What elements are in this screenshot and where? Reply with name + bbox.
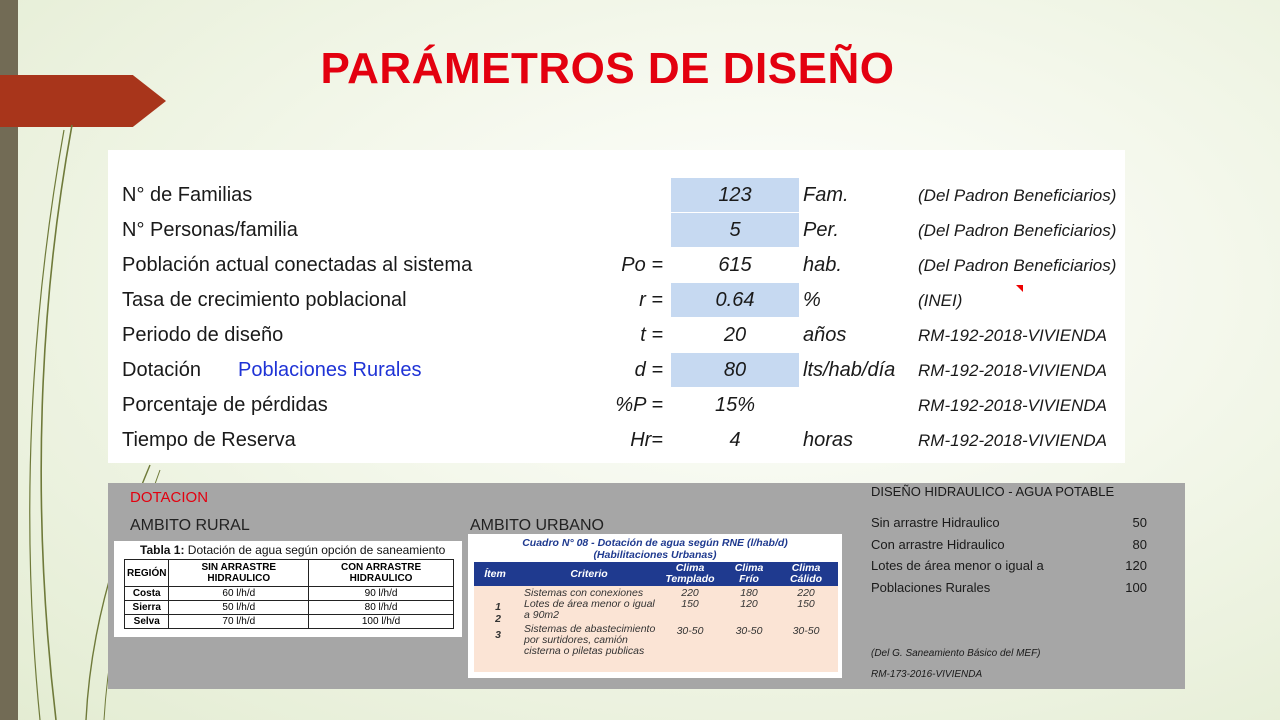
param-label: N° de Familias: [122, 184, 253, 206]
param-source: (Del Padron Beneficiarios): [918, 221, 1117, 240]
param-unit: horas: [803, 429, 854, 451]
param-label: Periodo de diseño: [122, 324, 284, 346]
table-cell: 220: [681, 587, 699, 599]
table-cell: 150: [797, 598, 815, 610]
table2-body: [474, 586, 838, 672]
param-value: 20: [723, 324, 747, 346]
table-cell: 1: [495, 601, 501, 613]
table-row: [125, 587, 454, 601]
design-row-value: 120: [1125, 558, 1147, 573]
table-header: Clima Cálido: [789, 562, 823, 585]
param-row: [108, 248, 1125, 283]
table-header: Ítem: [484, 568, 506, 580]
param-unit: %: [803, 289, 821, 311]
param-source: (Del Padron Beneficiarios): [918, 256, 1117, 275]
param-row: [108, 213, 1125, 248]
param-symbol: r =: [639, 289, 663, 311]
param-value: 4: [729, 429, 741, 451]
param-source: (Del Padron Beneficiarios): [918, 186, 1117, 205]
table-cell: 3: [495, 629, 501, 641]
table-cell: 90 l/h/d: [309, 587, 454, 601]
param-symbol: Po =: [621, 254, 663, 276]
table-cell: 80 l/h/d: [309, 601, 454, 615]
param-value: 80: [671, 353, 799, 387]
table2-header-row: [474, 562, 838, 586]
param-row: [108, 283, 1125, 318]
hydraulic-design-heading: DISEÑO HIDRAULICO - AGUA POTABLE: [871, 484, 1115, 499]
param-unit: Per.: [803, 219, 839, 241]
param-symbol: d =: [634, 359, 663, 381]
param-source: RM-192-2018-VIVIENDA: [918, 326, 1107, 345]
table-cell: Sierra: [125, 601, 169, 615]
table-cell: 50 l/h/d: [169, 601, 309, 615]
param-value: 0.64: [671, 283, 799, 317]
param-unit: hab.: [803, 254, 842, 276]
design-row-label: Sin arrastre Hidraulico: [871, 515, 1000, 530]
urban-heading: AMBITO URBANO: [470, 517, 604, 534]
table-cell: Sistemas con conexiones: [524, 587, 644, 599]
param-row: [108, 423, 1125, 458]
table-row: [125, 615, 454, 629]
design-row-value: 80: [1132, 537, 1147, 552]
table-header: Criterio: [570, 568, 608, 580]
table-cell: 60 l/h/d: [169, 587, 309, 601]
param-row: [108, 178, 1125, 213]
param-row: [108, 388, 1125, 423]
param-label: Porcentaje de pérdidas: [122, 394, 328, 416]
param-source: (INEI): [918, 291, 963, 310]
param-symbol: t =: [640, 324, 663, 346]
table-header: REGIÓN: [125, 560, 169, 587]
param-source: RM-192-2018-VIVIENDA: [918, 396, 1107, 415]
param-symbol: %P =: [615, 394, 663, 416]
design-row-label: Poblaciones Rurales: [871, 580, 991, 595]
param-source: RM-192-2018-VIVIENDA: [918, 361, 1107, 380]
table-cell: 220: [797, 587, 815, 599]
param-label: Población actual conectadas al sistema: [122, 254, 473, 276]
table-cell: 180: [740, 587, 758, 599]
table-header: CON ARRASTRE HIDRAULICO: [309, 560, 454, 587]
param-value: 615: [718, 254, 752, 276]
param-label: Tasa de crecimiento poblacional: [122, 289, 407, 311]
design-row-label: Lotes de área menor o igual a: [871, 558, 1044, 573]
table-cell: 120: [740, 598, 758, 610]
param-symbol: Hr=: [630, 429, 663, 451]
param-row: [108, 353, 1125, 388]
table-cell: 30-50: [735, 625, 763, 637]
rural-heading: AMBITO RURAL: [130, 517, 250, 534]
param-row: [108, 318, 1125, 353]
param-unit: Fam.: [803, 184, 849, 206]
table-header: Clima Frío: [734, 562, 764, 585]
table-cell: 70 l/h/d: [169, 615, 309, 629]
param-label: Tiempo de Reserva: [122, 429, 296, 451]
table-cell: 2: [495, 613, 501, 625]
dotacion-panel: [108, 483, 1185, 689]
rural-dotacion-table: [114, 541, 462, 637]
design-source-mef: (Del G. Saneamiento Básico del MEF): [871, 648, 1041, 659]
design-row-label: Con arrastre Hidraulico: [871, 537, 1005, 552]
table-header: SIN ARRASTRE HIDRAULICO: [169, 560, 309, 587]
table-cell: 150: [681, 598, 699, 610]
param-label: Dotación: [122, 359, 201, 381]
param-value: 5: [671, 213, 799, 247]
comment-indicator: [1016, 285, 1023, 292]
table1-grid: [124, 559, 454, 629]
slide-title: PARÁMETROS DE DISEÑO: [320, 44, 895, 93]
table1-caption: Tabla 1: Dotación de agua según opción de saneamiento: [140, 543, 446, 557]
table-header-row: [125, 560, 454, 587]
param-source: RM-192-2018-VIVIENDA: [918, 431, 1107, 450]
param-unit: años: [803, 324, 847, 346]
table-cell: Lotes de área menor o igual a 90m2: [524, 598, 655, 621]
table-cell: Sistemas de abastecimiento por surtidores, camión cisterna o piletas publicas: [524, 623, 656, 657]
table-cell: 100 l/h/d: [309, 615, 454, 629]
table-cell: 30-50: [792, 625, 820, 637]
table-header: Clima Templado: [665, 562, 715, 585]
param-value: 15%: [714, 394, 756, 416]
table-cell: 30-50: [676, 625, 704, 637]
design-row-value: 100: [1125, 580, 1147, 595]
param-unit: lts/hab/día: [803, 359, 896, 381]
design-source-rm: RM-173-2016-VIVIENDA: [871, 669, 983, 680]
table-cell: Selva: [125, 615, 169, 629]
param-label: N° Personas/familia: [122, 219, 298, 241]
table-row: [125, 601, 454, 615]
param-note: Poblaciones Rurales: [238, 359, 422, 381]
param-value: 123: [671, 178, 799, 212]
design-row-value: 50: [1132, 515, 1147, 530]
urban-dotacion-table: [468, 534, 842, 678]
table-cell: Costa: [125, 587, 169, 601]
design-parameters-panel: [108, 150, 1125, 463]
dotacion-heading: DOTACION: [130, 489, 209, 506]
table2-caption: Cuadro N° 08 - Dotación de agua según RNE (l/hab/d) (Habilitaciones Urbanas): [522, 537, 788, 561]
